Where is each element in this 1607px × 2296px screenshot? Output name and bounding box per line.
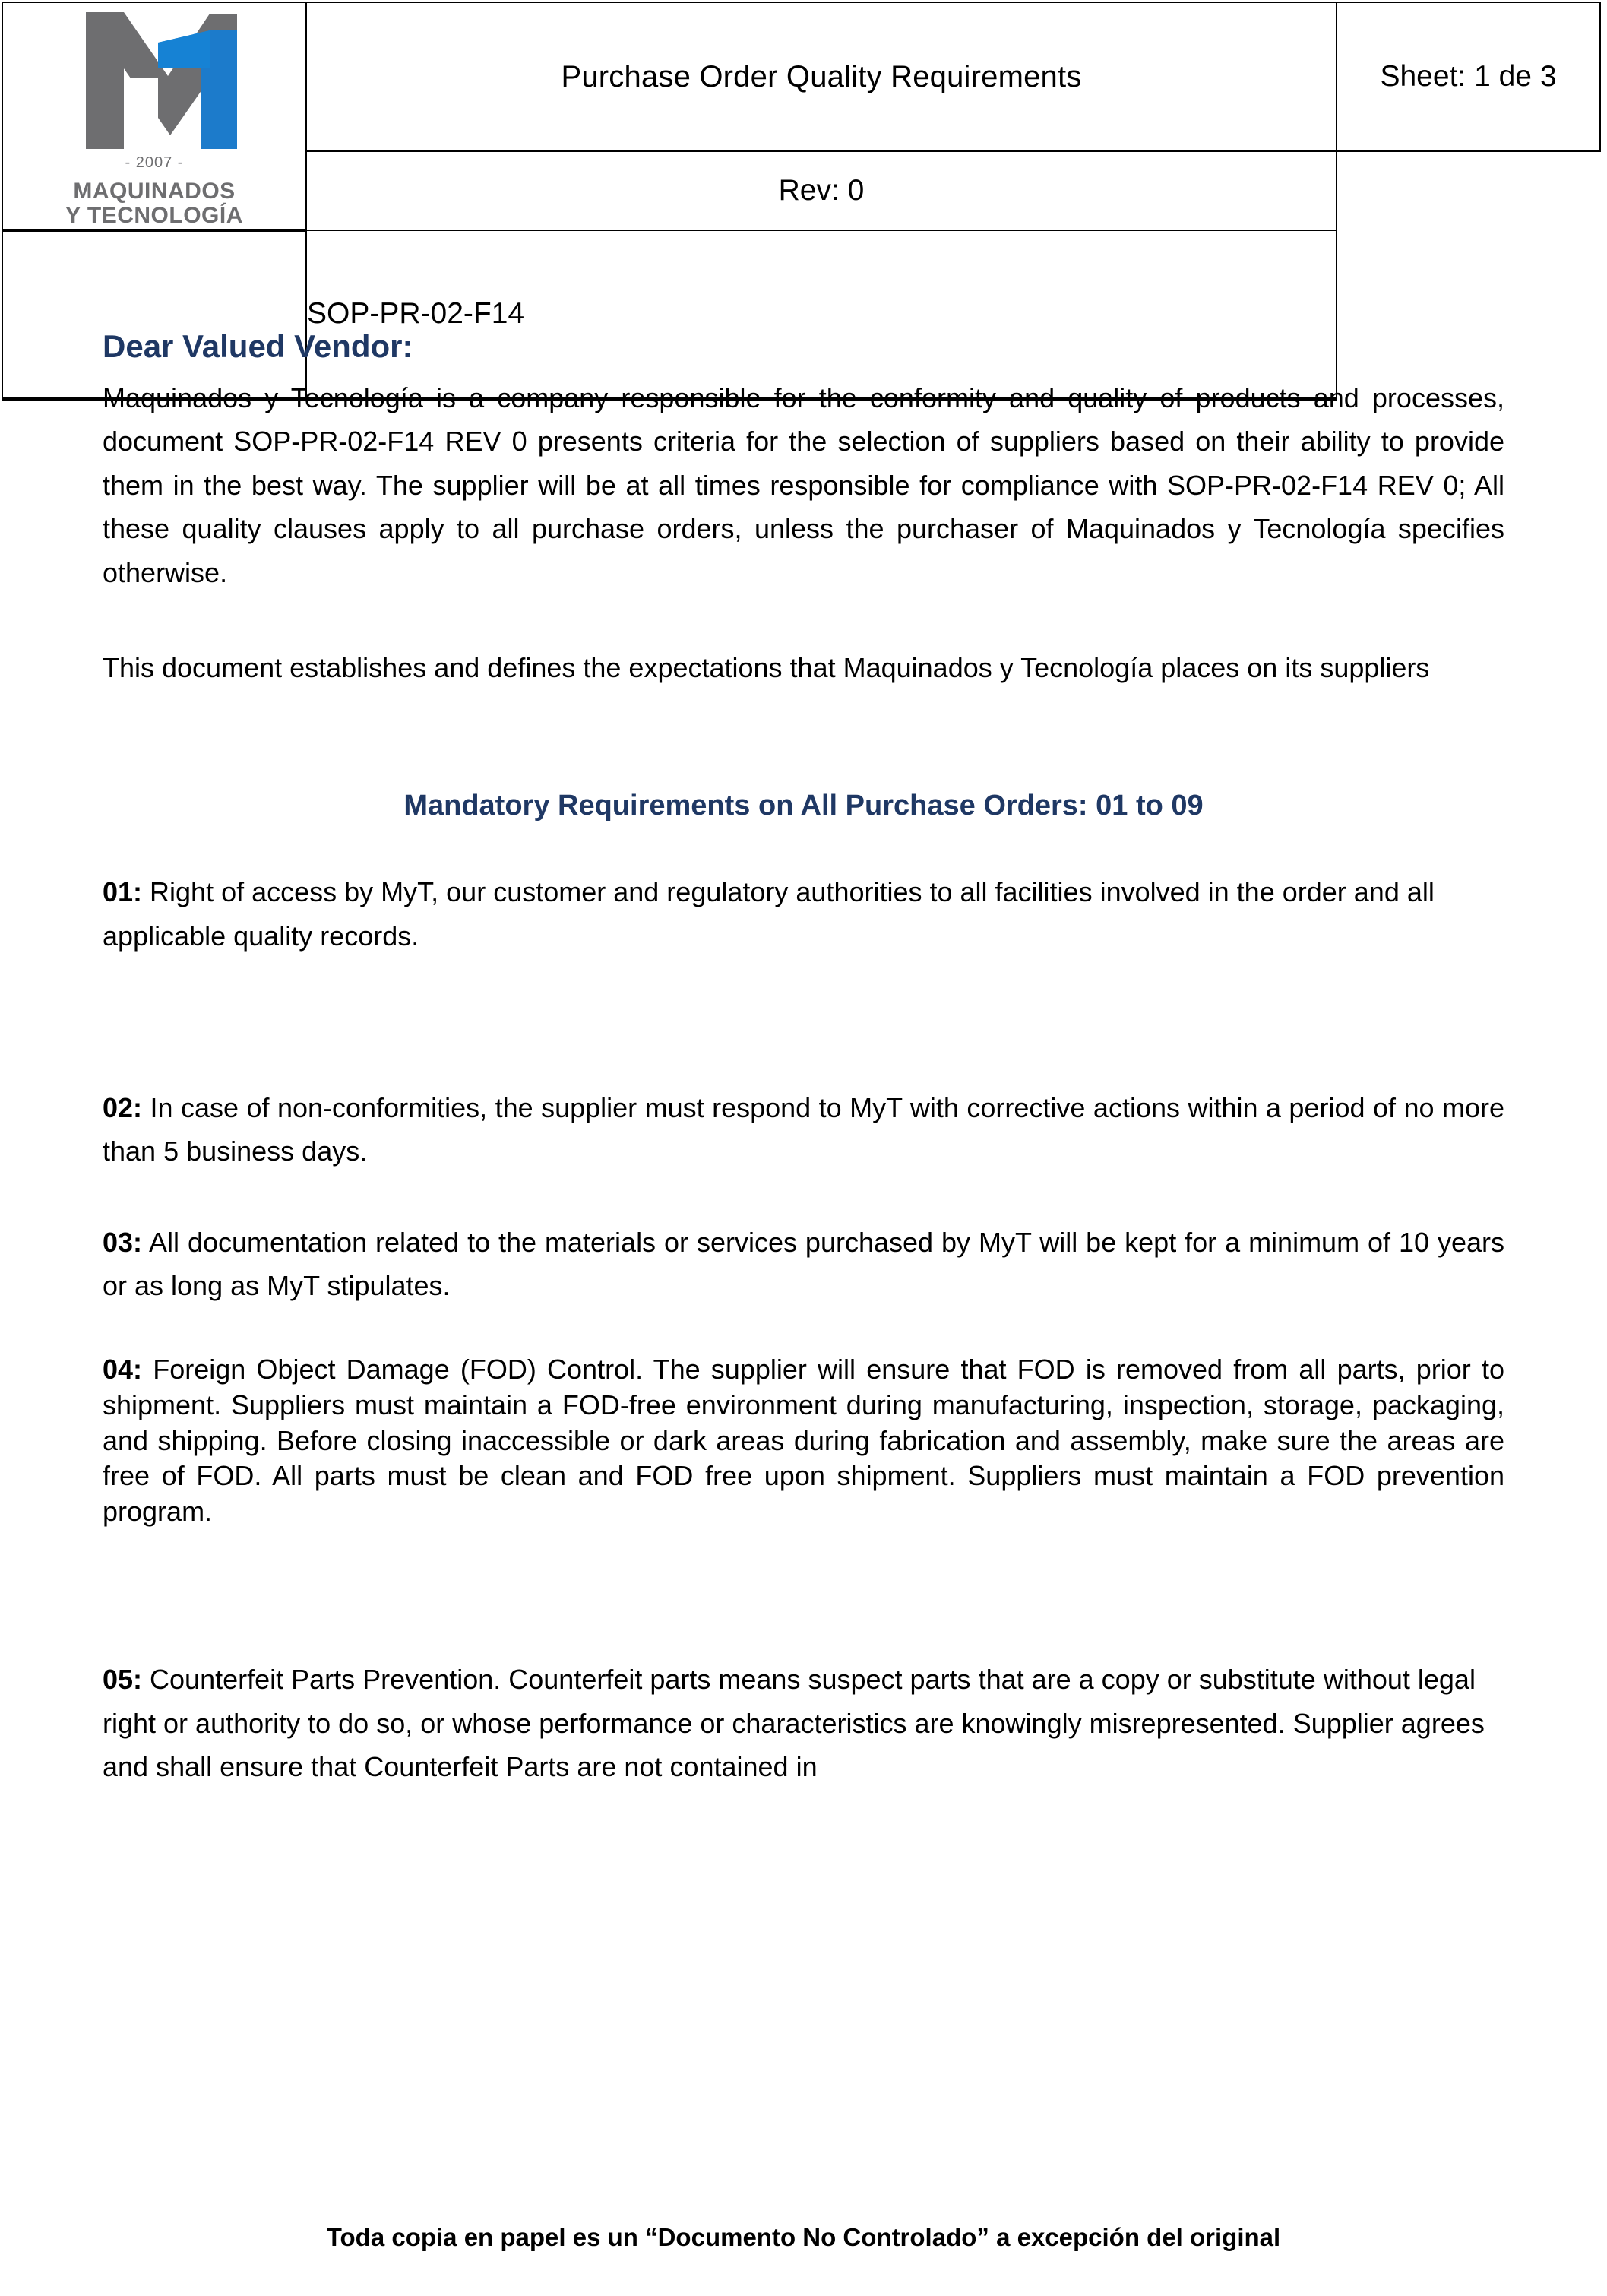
logo-company-name-line2: Y TECNOLOGÍA [65, 203, 243, 229]
spacer [103, 1530, 1504, 1658]
spacer [103, 958, 1504, 1086]
logo-year-text: - 2007 - [125, 154, 184, 171]
spacer [103, 594, 1504, 646]
requirement-number-05: 05: [103, 1664, 143, 1695]
requirement-text-05: Counterfeit Parts Prevention. Counterfeit parts means suspect parts that are a copy or substitute without legal right or authority to do so, or whose performance or characteristics are knowingly misrepresented. Supplier agrees and shall ensure that Counterfeit Parts are not contained in [103, 1664, 1485, 1783]
spacer [103, 825, 1504, 870]
requirement-text-04: Foreign Object Damage (FOD) Control. The supplier will ensure that FOD is removed from all parts, prior to shipment. Suppliers must maintain a FOD-free environment during manufacturing, inspection, storage, packaging, and shipping. Before closing inaccessible or dark areas during fabrication and assembly, make sure the areas are free of FOD. All parts must be clean and FOD free upon shipment. Suppliers must maintain a FOD prevention program. [103, 1354, 1504, 1528]
spacer [103, 1308, 1504, 1352]
requirement-item-02 [103, 1086, 1504, 1173]
logo-svg [44, 6, 264, 179]
requirement-number-03: 03: [103, 1226, 143, 1258]
requirement-item-05 [103, 1658, 1504, 1789]
sheet-number-cell: Sheet: 1 de 3 [1337, 2, 1600, 151]
scope-paragraph: This document establishes and defines the expectations that Maquinados y Tecnología places on its suppliers [103, 652, 1430, 684]
salutation-heading: Dear Valued Vendor: [103, 328, 413, 364]
logo-mark-mt [44, 6, 264, 179]
spacer [103, 690, 1504, 787]
requirement-item-03 [103, 1221, 1504, 1308]
requirement-text-03: All documentation related to the materials or services purchased by MyT will be kept for a minimum of 10 years or as long as MyT stipulates. [103, 1226, 1504, 1302]
document-code-cell: SOP-PR-02-F14 [306, 230, 1337, 399]
requirement-number-04: 04: [103, 1354, 143, 1386]
logo-company-name-line1: MAQUINADOS [73, 179, 236, 204]
footer-notice: Toda copia en papel es un “Documento No Controlado” a excepción del original [326, 2223, 1281, 2251]
document-body [103, 327, 1504, 1789]
requirement-number-01: 01: [103, 876, 143, 908]
revision-cell: Rev: 0 [306, 151, 1337, 230]
document-title-cell: Purchase Order Quality Requirements [306, 2, 1337, 151]
company-logo [44, 3, 264, 229]
spacer [103, 1173, 1504, 1221]
intro-paragraph: Maquinados y Tecnología is a company responsible for the conformity and quality of products and processes, document SOP-PR-02-F14 REV 0 presents criteria for the selection of suppliers based on their ability to provide them in the best way. The supplier will be at all times responsible for compliance with SOP-PR-02-F14 REV 0; All these quality clauses apply to all purchase orders, unless the purchaser of Maquinados y Tecnología specifies otherwise. [103, 382, 1504, 588]
requirement-number-02: 02: [103, 1091, 143, 1123]
requirement-text-01: Right of access by MyT, our customer and regulatory authorities to all facilities involved in the order and all applicable quality records. [103, 876, 1435, 952]
requirement-text-02: In case of non-conformities, the supplier must respond to MyT with corrective actions within a period of no more than 5 business days. [103, 1091, 1504, 1167]
requirement-item-01 [103, 870, 1504, 958]
company-logo-cell [2, 2, 306, 230]
requirement-item-04 [103, 1352, 1504, 1530]
section-heading-mandatory-requirements: Mandatory Requirements on All Purchase Orders: 01 to 09 [403, 790, 1204, 822]
